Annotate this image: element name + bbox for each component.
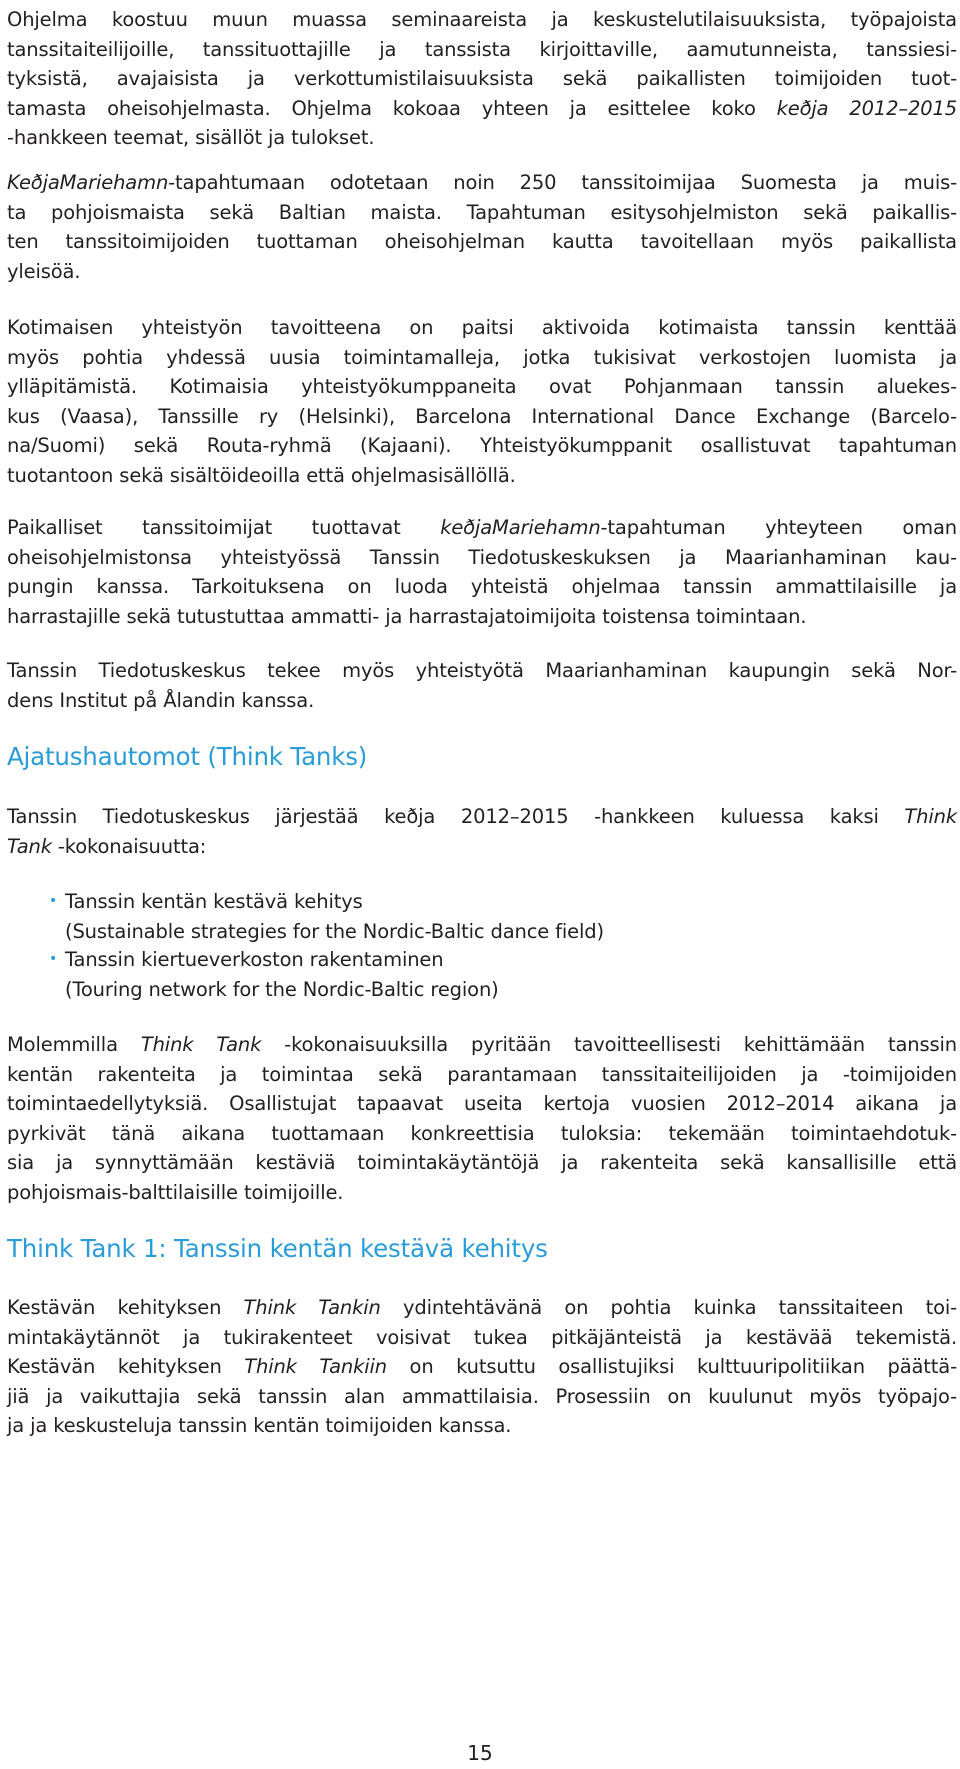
text-line: tanssitaiteilijoille, tanssituottajille ja tanssista kirjoittaville, aamutunneista, tanssiesi-	[7, 37, 957, 61]
text-line: sia ja synnyttämään kestäviä toimintakäytäntöjä ja rakenteita sekä kansallisille että	[7, 1151, 957, 1175]
text-line: tyksistä, avajaisista ja verkottumistilaisuuksista sekä paikallisten toimijoiden tuot-	[7, 67, 957, 91]
text-line: toimintaedellytyksiä. Osallistujat tapaavat useita kertoja vuosien 2012–2014 aikana ja	[7, 1092, 957, 1116]
text-line: Tanssin Tiedotuskeskus järjestää keðja 2012–2015 -hankkeen kuluessa kaksi Think	[7, 805, 957, 828]
text-line: pyrkivät tänä aikana tuottamaan konkreettisia tuloksia: tekemään toimintaehdotuk-	[7, 1121, 957, 1145]
bullet-title: Tanssin kiertueverkoston rakentaminen	[65, 948, 444, 971]
bullet-icon: •	[49, 893, 58, 909]
text-line: harrastajille sekä tutustuttaa ammatti- ja harrastajatoimijoita toistensa toimintaan.	[7, 604, 807, 628]
text-line: na/Suomi) sekä Routa-ryhmä (Kajaani). Yhteistyökumppanit osallistuvat tapahtuman	[7, 434, 957, 458]
text-line: Kestävän kehityksen Think Tankin ydintehtävänä on pohtia kuinka tanssitaiteen toi-	[7, 1296, 958, 1319]
text-line: ylläpitämistä. Kotimaisia yhteistyökumppaneita ovat Pohjanmaan tanssin aluekes-	[7, 375, 957, 399]
page-number: 15	[467, 1741, 493, 1765]
text-line: kentän rakenteita ja toimintaa sekä parantamaan tanssitaiteilijoiden ja -toimijoiden	[7, 1062, 957, 1086]
text-line: Kotimaisen yhteistyön tavoitteena on paitsi aktivoida kotimaista tanssin kenttää	[7, 316, 957, 339]
text-line: pohjoismais-balttilaisille toimijoille.	[7, 1180, 344, 1204]
text-line: tuotantoon sekä sisältöideoilla että ohjelmasisällöllä.	[7, 463, 516, 487]
paragraph-8	[7, 1293, 957, 1441]
text-line: Paikalliset tanssitoimijat tuottavat keðjaMariehamn-tapahtuman yhteyteen oman	[7, 516, 957, 539]
text-line: pungin kanssa. Tarkoituksena on luoda yhteistä ohjelmaa tanssin ammattilaisille ja	[7, 575, 957, 599]
text-line: yleisöä.	[7, 259, 81, 283]
text-line: mintakäytännöt ja tukirakenteet voisivat tukea pitkäjänteistä ja kestävää tekemistä.	[7, 1325, 957, 1349]
text-line: ja ja keskusteluja tanssin kentän toimijoiden kanssa.	[7, 1414, 512, 1438]
bullet-subtitle: (Sustainable strategies for the Nordic-Baltic dance field)	[65, 919, 604, 943]
text-line: KeðjaMariehamn-tapahtumaan odotetaan noin 250 tanssitoimijaa Suomesta ja muis-	[7, 171, 957, 194]
section-heading-think-tanks: Ajatushautomot (Think Tanks)	[7, 742, 368, 771]
text-line: Molemmilla Think Tank -kokonaisuuksilla pyritään tavoitteellisesti kehittämään tanssin	[7, 1033, 957, 1056]
paragraph-2	[7, 168, 957, 286]
text-line: Ohjelma koostuu muun muassa seminaareista ja keskustelutilaisuuksista, työpajoista	[7, 8, 957, 31]
bullet-title: Tanssin kentän kestävä kehitys	[65, 890, 363, 913]
text-line: Tanssin Tiedotuskeskus tekee myös yhteistyötä Maarianhaminan kaupungin sekä Nor-	[7, 659, 957, 682]
text-line: jiä ja vaikuttajia sekä tanssin alan ammattilaisia. Prosessiin on kuulunut myös työpajo-	[7, 1384, 957, 1408]
text-line: myös pohtia yhdessä uusia toimintamalleja, jotka tukisivat verkostojen luomista ja	[7, 345, 957, 369]
bullet-icon: •	[49, 951, 58, 967]
paragraph-5	[7, 656, 957, 715]
text-line: kus (Vaasa), Tanssille ry (Helsinki), Barcelona International Dance Exchange (Barcelo-	[7, 404, 957, 428]
text-line: -hankkeen teemat, sisällöt ja tulokset.	[7, 126, 375, 150]
paragraph-4	[7, 513, 957, 631]
text-line: Kestävän kehityksen Think Tankiin on kutsuttu osallistujiksi kulttuuripolitiikan päättä-	[7, 1355, 957, 1379]
paragraph-6	[7, 802, 957, 861]
text-line: ta pohjoismaista sekä Baltian maista. Tapahtuman esitysohjelmiston sekä paikallis-	[7, 200, 957, 224]
bullet-subtitle: (Touring network for the Nordic-Baltic region)	[65, 977, 499, 1001]
text-line: ten tanssitoimijoiden tuottaman oheisohjelman kautta tavoitellaan myös paikallista	[7, 230, 957, 254]
text-line: tamasta oheisohjelmasta. Ohjelma kokoaa yhteen ja esittelee koko keðja 2012–2015	[7, 96, 957, 120]
paragraph-7	[7, 1030, 957, 1208]
paragraph-3	[7, 313, 957, 491]
text-line: dens Institut på Ålandin kanssa.	[7, 688, 315, 712]
text-line: oheisohjelmistonsa yhteistyössä Tanssin Tiedotuskeskuksen ja Maarianhaminan kau-	[7, 545, 957, 569]
text-line: Tank -kokonaisuutta:	[7, 834, 207, 858]
bullet-item-1	[49, 887, 604, 946]
bullet-item-2	[49, 945, 499, 1004]
paragraph-1	[7, 5, 957, 153]
section-heading-think-tank-1: Think Tank 1: Tanssin kentän kestävä kehitys	[7, 1234, 548, 1263]
